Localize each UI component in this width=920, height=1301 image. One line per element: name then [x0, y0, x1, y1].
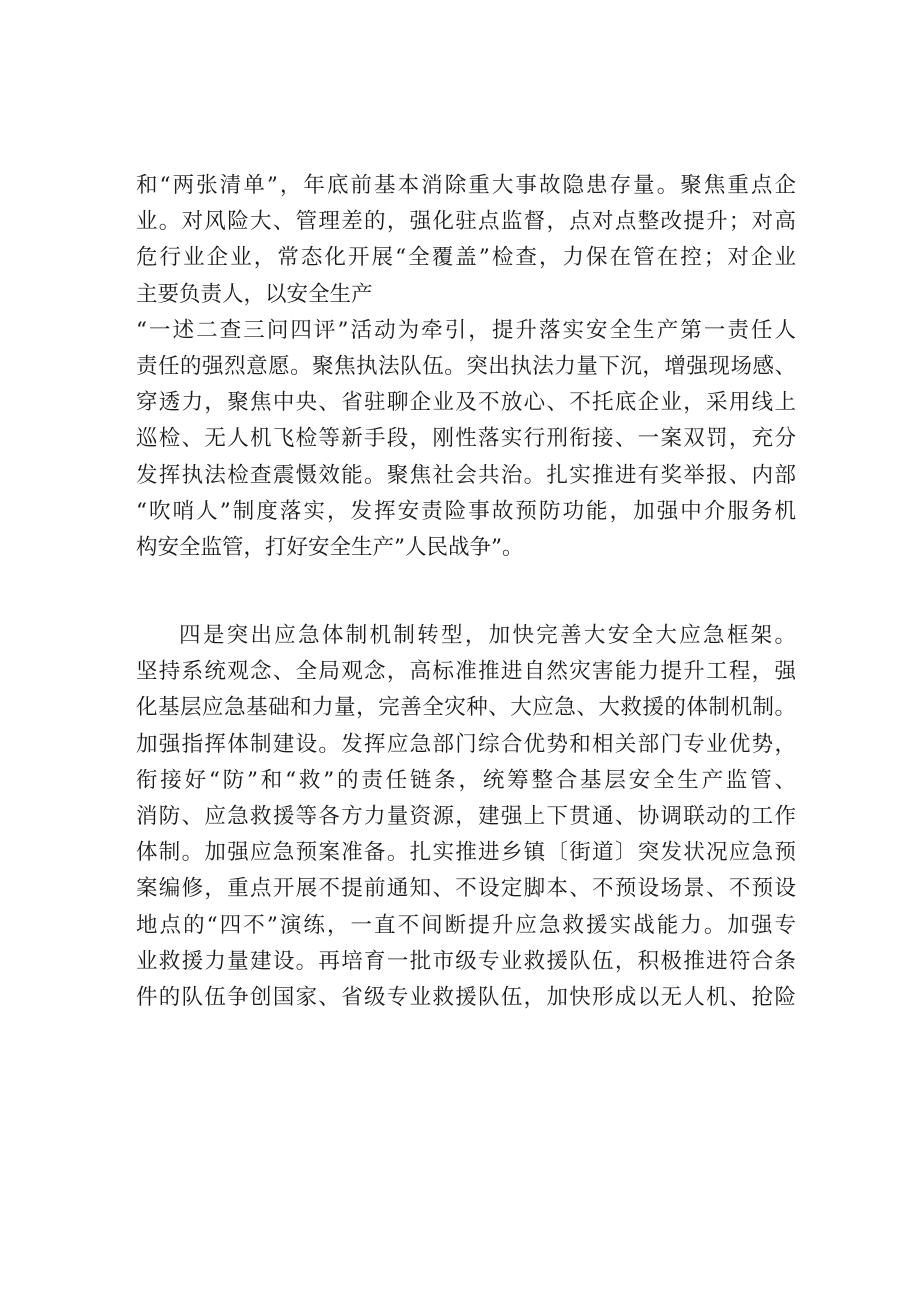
text-line: 主要负责人，以安全生产 — [136, 281, 373, 307]
text-line: 责任的强烈意愿。聚焦执法队伍。突出执法力量下沉，增强现场感、 — [136, 353, 796, 379]
text-line: 四是突出应急体制机制转型，加快完善大安全大应急框架。 — [179, 623, 796, 648]
text-line: “吹哨人”制度落实，发挥安责险事故预防功能，加强中介服务机 — [136, 498, 796, 524]
paragraph-safety-supervision — [136, 168, 796, 566]
text-line: 地点的“四不”演练，一直不间断提升应急救援实战能力。加强专 — [136, 912, 796, 938]
text-line: 坚持系统观念、全局观念，高标准推进自然灾害能力提升工程，强 — [136, 659, 796, 685]
text-line: “一述二查三问四评”活动为牵引，提升落实安全生产第一责任人 — [136, 317, 796, 343]
text-line: 体制。加强应急预案准备。扎实推进乡镇〔街道〕突发状况应急预 — [136, 840, 796, 866]
text-line: 消防、应急救援等各方力量资源，建强上下贯通、协调联动的工作 — [136, 803, 796, 829]
text-line: 业。对风险大、管理差的，强化驻点监督，点对点整改提升；对高 — [136, 209, 796, 235]
text-line: 和“两张清单”，年底前基本消除重大事故隐患存量。聚焦重点企 — [136, 173, 796, 198]
text-line: 发挥执法检查震慑效能。聚焦社会共治。扎实推进有奖举报、内部 — [136, 462, 796, 488]
paragraph-emergency-system — [136, 618, 796, 1016]
text-line: 衔接好“防”和“救”的责任链条，统筹整合基层安全生产监管、 — [136, 767, 796, 793]
text-line: 穿透力，聚焦中央、省驻聊企业及不放心、不托底企业，采用线上 — [136, 390, 796, 416]
text-line: 案编修，重点开展不提前通知、不设定脚本、不预设场景、不预设 — [136, 876, 796, 902]
text-line: 巡检、无人机飞检等新手段，刚性落实行刑衔接、一案双罚，充分 — [136, 426, 796, 452]
text-line: 加强指挥体制建设。发挥应急部门综合优势和相关部门专业优势， — [136, 731, 796, 757]
text-line: 危行业企业，常态化开展“全覆盖”检查，力保在管在控；对企业 — [136, 245, 796, 271]
text-line: 业救援力量建设。再培育一批市级专业救援队伍，积极推进符合条 — [136, 948, 796, 974]
text-line: 构安全监管，打好安全生产”人民战争”。 — [136, 534, 524, 560]
text-line: 件的队伍争创国家、省级专业救援队伍，加快形成以无人机、抢险 — [136, 984, 796, 1010]
text-line: 化基层应急基础和力量，完善全灾种、大应急、大救援的体制机制。 — [136, 695, 796, 721]
